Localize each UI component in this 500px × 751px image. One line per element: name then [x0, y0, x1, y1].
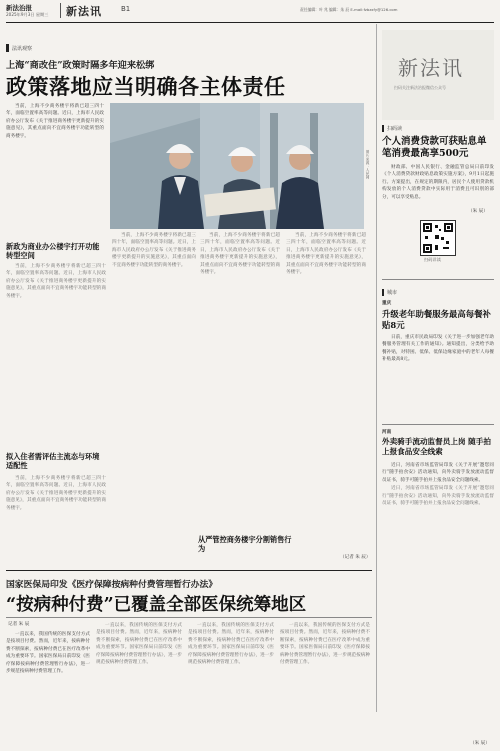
photo-caption: 图片来源：人民网 — [366, 150, 370, 179]
top-story-subhead: 上海“商改住”政策时隔多年迎来松绑 — [6, 60, 155, 71]
section-title: 新法讯 — [66, 5, 102, 18]
top-story-byline: （记者 朱 辰） — [340, 555, 371, 560]
top-story-body-col1: 当前，上海不少商务楼宇将新已超三四十年，面临空置率高等问题。近日，上海市人民政府办公厅发布《关于推进商务楼宇更新提升的实施意见》，其重点面向不宜商务楼宇功能转型的商务楼宇。 — [6, 264, 106, 299]
subheading-1: 新政为商业办公楼宇打开功能转型空间 — [6, 242, 100, 260]
top-story-body-col3: 当前，上海不少商务楼宇将新已超三四十年，面临空置率高等问题。近日，上海市人民政府办公厅发布《关于推进商务楼宇更新提升的实施意见》，其重点面向不宜商务楼宇功能转型的商务楼宇。 — [200, 233, 280, 276]
masthead — [0, 0, 500, 22]
region-label-3: 河南 — [382, 430, 392, 435]
bottom-story-subhead: 国家医保局印发《医疗保障按病种付费管理暂行办法》 — [6, 580, 218, 590]
sidebar-brand — [382, 30, 494, 120]
bottom-story-byline: 记者 朱 辰 — [8, 622, 30, 627]
construction-workers-image — [110, 103, 364, 229]
sidebar-story-1-body: 财政部、中国人民银行、金融监管总局日前印发《个人消费贷款财政贴息政策实施方案》，9月1日起施行。方案提出，在规定的期限内，居民个人使用贷款机构发放的个人消费贷款中实际用于消费且可识别的部分，可以享受贴息。 — [382, 165, 494, 200]
bottom-story-col3: 一直以来，我国传统的医保支付方式是按项目付费。然而，近年来，按病种付费不断探索，按病种付费已在医疗改革中成为重要环节。国家医保局日前印发《医疗保障按病种付费管理暂行办法》，进一步规范按病种付费管理工作。 — [188, 623, 274, 666]
sidebar-story-2-body: 日前，重庆市民政局印发《关于进一步加强老年助餐服务管理有关工作的通知》。通知提出，分类给予助餐补贴，对特困、低保、低保边缘家庭中的老年人每餐补贴最高8元。 — [382, 335, 494, 363]
subheading-2: 拟入住者需评估主流态与环境适配性 — [6, 452, 100, 470]
sidebar-story-3-body: 近日，河南省市场监管局印发《关于开展“邀您同行”随手拍食安》活动通知，向外卖骑手发放流动监督员证书，骑手可随手拍并上报食品安全问题线索。 近日，河南省市场监管局印发《关于开展“邀您同行”随手拍食安》活动通知，向外卖骑手发放流动监督员证书，骑手可随手拍并上报食品安全问题线索。 — [382, 463, 494, 507]
sidebar-story-1-headline: 个人消费贷款可获贴息单笔消费最高享500元 — [382, 136, 487, 159]
editor-line: 责任编辑：叶 兆 编辑：朱 辰 E-mail:fzbzxfy@126.com — [300, 7, 398, 12]
brand-title: 新法讯 — [398, 56, 464, 80]
top-story-body-col4: 当前，上海不少商务楼宇将新已超三四十年，面临空置率高等问题。近日，上海市人民政府办公厅发布《关于推进商务楼宇更新提升的实施意见》，其重点面向不宜商务楼宇功能转型的商务楼宇。 — [286, 233, 366, 276]
top-story-body-col1b: 当前，上海不少商务楼宇将新已超三四十年，面临空置率高等问题。近日，上海市人民政府办公厅发布《关于推进商务楼宇更新提升的实施意见》，其重点面向不宜商务楼宇功能转型的商务楼宇。 — [6, 476, 106, 511]
brand-subtitle: 扫码关注新法治报微信公众号 — [394, 85, 446, 90]
top-story-headline: 政策落地应当明确各主体责任 — [6, 74, 286, 99]
bottom-section-rule — [6, 570, 372, 571]
top-story-photo — [110, 103, 364, 229]
scan-label: 扫码详读 — [424, 257, 441, 262]
region-label-1: 重庆 — [382, 301, 392, 306]
bottom-story-headline: “按病种付费”已覆盖全部医保统筹地区 — [6, 595, 307, 615]
bottom-story-col1: 一直以来，我国传统的医保支付方式是按项目付费。然而，近年来，按病种付费不断探索，按病种付费已在医疗改革中成为重要环节。国家医保局日前印发《医疗保障按病种付费管理暂行办法》，进一步规范按病种付费管理工作。 — [6, 632, 90, 675]
sidebar-story-2-headline: 升级老年助餐服务最高每餐补贴8元 — [382, 309, 491, 330]
paper-name: 新法治报 — [6, 4, 32, 12]
bottom-story-byline-end: （朱 辰） — [470, 741, 490, 746]
masthead-rule — [6, 22, 494, 23]
city-tag: 城市 — [387, 290, 398, 296]
bottom-story-col2: 一直以来，我国传统的医保支付方式是按项目付费。然而，近年来，按病种付费不断探索，按病种付费已在医疗改革中成为重要环节。国家医保局日前印发《医疗保障按病种付费管理暂行办法》，进一步规范按病种付费管理工作。 — [96, 623, 182, 666]
bottom-story-col4: 一直以来，我国传统的医保支付方式是按项目付费。然而，近年来，按病种付费不断探索，按病种付费已在医疗改革中成为重要环节。国家医保局日前印发《医疗保障按病种付费管理暂行办法》，进一步规范按病种付费管理工作。 — [280, 623, 370, 666]
qr-code[interactable] — [420, 220, 456, 256]
date-line: 2025年9月3日 星期三 — [6, 12, 49, 17]
sidebar-byline-1: （朱 辰） — [468, 209, 488, 214]
sidebar-story-3-headline: 外卖骑手流动监督员上岗 随手拍上报食品安全线索 — [382, 437, 491, 456]
page-number: B1 — [121, 5, 131, 13]
sidebar-tag-scan: 扫码读 — [387, 126, 403, 132]
top-story-lead: 当前，上海不少商务楼宇将新已超三四十年，面临空置率高等问题。近日，上海市人民政府办公厅发布《关于推进商务楼宇更新提升的实施意见》，其重点面向不宜商务楼宇功能转型的商务楼宇。 — [6, 104, 104, 139]
top-story-body-col2: 当前，上海不少商务楼宇将新已超三四十年，面临空置率高等问题。近日，上海市人民政府办公厅发布《关于推进商务楼宇更新提升的实施意见》，其重点面向不宜商务楼宇功能转型的商务楼宇。 — [112, 233, 196, 268]
subheading-3: 从严管控商务楼宇分割销售行为 — [198, 535, 292, 553]
